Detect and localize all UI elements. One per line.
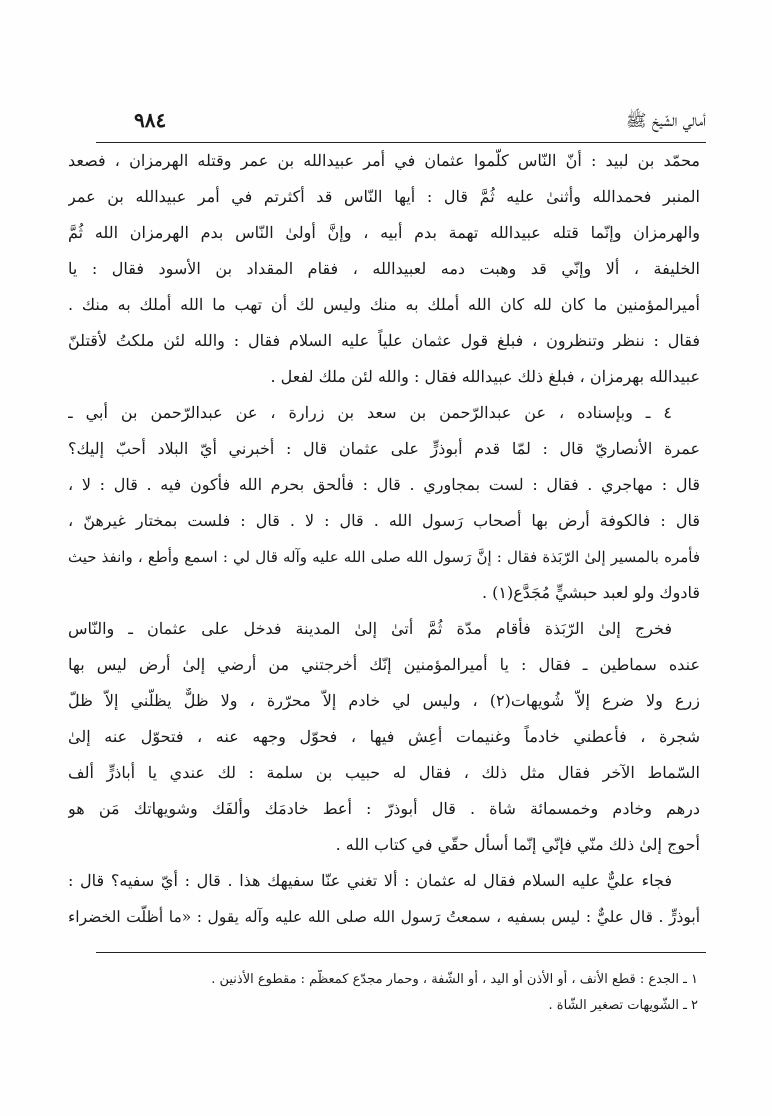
running-title: أمالي الشّيخ ﷺ: [625, 111, 706, 131]
text-line: عمرة الأنصاريّ قال : لمّا قدم أبوذرٍّ على عثمان قال : أخبرني أيّ البلاد أحبّ إليك؟: [68, 439, 700, 458]
text-line: قادوك ولو لعبد حبشيٍّ مُجَدَّع(١) .: [481, 583, 700, 602]
text-line: محمّد بن لبيد : أنّ النّاس كلّموا عثمان في أمر عبيدالله بن عمر وقتله الهرمزان ، فصعد: [68, 151, 700, 170]
text-line: فخرج إلىٰ الرّبَذة فأقام مدّة ثُمَّ أتىٰ إلىٰ المدينة فدخل على عثمان ـ والنّاس: [68, 619, 672, 638]
text-line: درهم وخادم وخمسمائة شاة . قال أبوذرّ : أعط خادمَك وألفَك وشويهاتك مَن هو: [68, 799, 700, 818]
footnote: ٢ ـ الشّويهات تصغير الشّاة .: [548, 998, 698, 1013]
text-line: عنده سماطين ـ فقال : يا أميرالمؤمنين إنّك أخرجتني من أرضي إلىٰ أرض ليس بها: [68, 655, 700, 674]
text-line: ٤ ـ وبإسناده ، عن عبدالرّحمن بن سعد بن زرارة ، عن عبدالرّحمن بن أبي ـ: [68, 403, 672, 422]
text-line: أحوج إلىٰ ذلك منّي فإنّي إنّما أسأل حقّي في كتاب الله .: [335, 835, 700, 854]
text-line: عبيدالله بهرمزان ، فبلغ ذلك عبيدالله فقال : والله لئن ملك لفعل .: [270, 367, 700, 386]
text-line: فقال : ننظر وتنظرون ، فبلغ قول عثمان علياً عليه السلام فقال : والله لئن ملكتُ لأقتلنّ: [68, 331, 700, 350]
text-line: قال : فالكوفة أرض بها أصحاب رَسول الله . قال : لا . قال : فلست بمختار غيرهنّ ،: [68, 511, 700, 530]
page-number: ٩٨٤: [134, 108, 167, 132]
text-line: أميرالمؤمنين ما كان لله كان الله أملك به منك وليس لك أن تهب ما الله أملك به منك .: [68, 295, 700, 314]
text-line: أبوذرٍّ . قال عليٌّ : ليس بسفيه ، سمعتُ رَسول الله صلى الله عليه وآله يقول : «ما أظلّت الخضراء: [68, 908, 700, 926]
footnote: ١ ـ الجدع : قطع الأنف ، أو الأذن أو اليد ، أو الشّفة ، وحمار مجدّع كمعظّم : مقطوع الأذنين .: [211, 972, 698, 987]
page-header: [96, 108, 706, 143]
text-line: شجرة ، فأعطني خادماً وغنيمات أعِش فيها ، فحوّل وجهه عنه ، فتحوّل عنه إلىٰ: [68, 727, 700, 746]
text-line: المنبر فحمدالله وأثنىٰ عليه ثُمَّ قال : أيها النّاس قد أكثرتم في أمر عبيدالله بن عمر: [68, 187, 700, 206]
text-line: الخليفة ، ألا وإنّي قد وهبت دمه لعبيدالله ، فقام المقداد بن الأسود فقال : يا: [68, 259, 700, 278]
footnote-divider: [96, 952, 706, 953]
text-line: فأمره بالمسير إلىٰ الرّبَذة فقال : إنَّ رَسول الله صلى الله عليه وآله قال لي : اسمع وأطع ، وانفذ حيث: [68, 548, 700, 566]
text-line: زرع ولا ضرع إلاّ شُويهات(٢) ، وليس لي خادم إلاّ محرّرة ، ولا ظلٌّ يظلّني إلاّ ظلّ: [68, 691, 700, 710]
text-line: والهرمزان وإنّما قتله عبيدالله تهمة بدم أبيه ، وإنَّ أولىٰ النّاس بدم الهرمزان الله ثُمَّ: [68, 223, 700, 242]
text-line: السّماط الآخر فقال مثل ذلك ، فقال له حبيب بن سلمة : لك عندي يا أباذرٍّ ألف: [68, 763, 700, 782]
text-line: فجاء عليٌّ عليه السلام فقال له عثمان : ألا تغني عنّا سفيهك هذا . قال : أيّ سفيه؟ قال :: [68, 871, 672, 890]
text-line: قال : مهاجري . فقال : لست بمجاوري . قال : فألحق بحرم الله فأكون فيه . قال : لا ،: [68, 475, 700, 494]
